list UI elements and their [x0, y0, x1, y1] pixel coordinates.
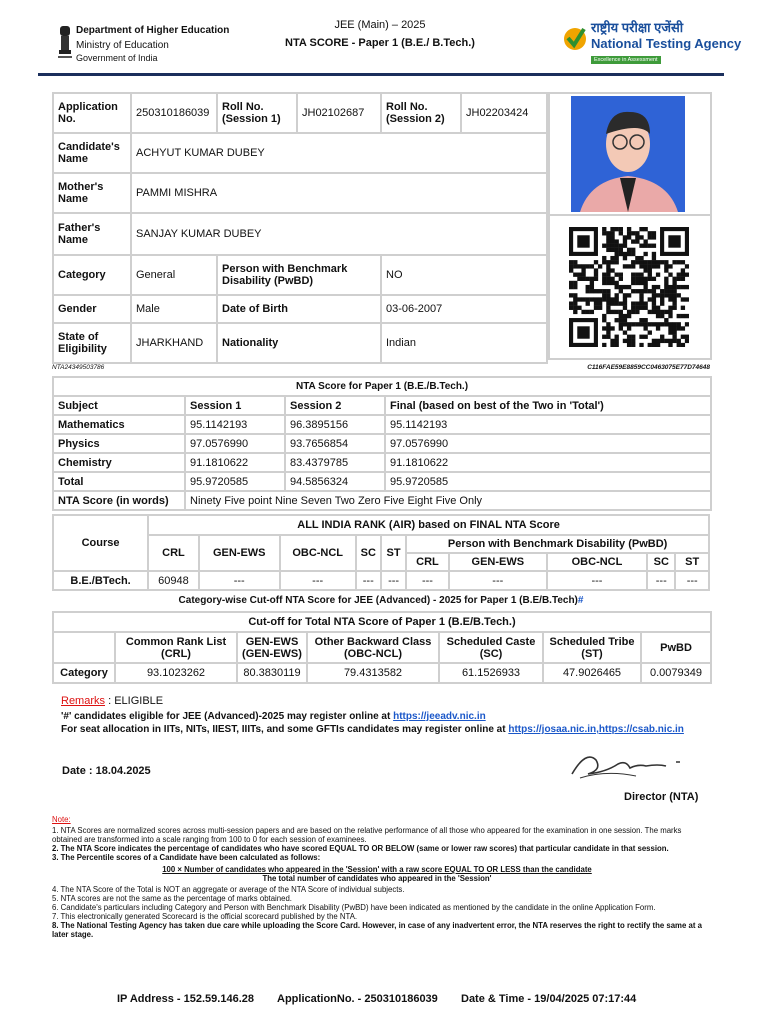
cutoff-header: Scheduled Caste (SC): [439, 632, 543, 663]
score-header: Subject: [53, 396, 185, 415]
cutoff-header: GEN-EWS (GEN-EWS): [237, 632, 307, 663]
header-divider: [38, 73, 724, 76]
pwbd-value: NO: [381, 255, 547, 295]
footer-ip: IP Address - 152.59.146.28: [117, 993, 254, 1005]
nta-tagline: Excellence in Assessment: [591, 56, 661, 64]
score-cell: 97.0576990: [385, 434, 711, 453]
issue-date: Date : 18.04.2025: [62, 765, 151, 777]
rank-col-header: ST: [381, 535, 406, 571]
candidate-photo: [550, 94, 710, 214]
candidate-name-label: Candidate's Name: [53, 133, 131, 173]
score-header: Session 1: [185, 396, 285, 415]
mother-name-value: PAMMI MISHRA: [131, 173, 547, 213]
table-row: [53, 571, 709, 590]
dept-line-2: Ministry of Education: [76, 40, 169, 51]
roll2-label: Roll No. (Session 2): [381, 93, 461, 133]
air-rank-table: [52, 514, 710, 591]
score-cell: 83.4379785: [285, 453, 385, 472]
page-title: JEE (Main) – 2025: [334, 19, 426, 31]
score-header: Session 2: [285, 396, 385, 415]
cutoff-header: Scheduled Tribe (ST): [543, 632, 641, 663]
rank-cell: ---: [356, 571, 381, 590]
candidate-details-table: [52, 92, 548, 364]
cutoff-cell: 79.4313582: [307, 663, 439, 683]
ref-right: C116FAE59E8859CC0463075E77D74648: [587, 364, 710, 371]
pwbd-col-header: ST: [675, 553, 709, 571]
course-name: B.E./BTech.: [53, 571, 148, 590]
score-cell: 91.1810622: [185, 453, 285, 472]
score-cell: 91.1810622: [385, 453, 711, 472]
cutoff-corner: [53, 632, 115, 663]
cutoff-row-label: Category: [53, 663, 115, 683]
director-signature: [566, 744, 696, 788]
table-row: [53, 663, 711, 683]
candidate-photo-frame: [548, 92, 712, 216]
pwbd-col-header: OBC-NCL: [547, 553, 647, 571]
nta-logo-icon: [563, 21, 587, 55]
gender-label: Gender: [53, 295, 131, 323]
cutoff-cell: 47.9026465: [543, 663, 641, 683]
qr-code-frame: [548, 214, 712, 360]
score-table-title: NTA Score for Paper 1 (B.E./B.Tech.): [53, 377, 711, 396]
note-item: 8. The National Testing Agency has taken due care while uploading the Score Card. However, in case of any inadvertent error, the NTA reserves the right to rectify the same at a later stage.: [52, 921, 702, 939]
nta-english-name: National Testing Agency: [591, 36, 742, 51]
notes-title: Note:: [52, 815, 71, 824]
pwbd-rank-cell: ---: [547, 571, 647, 590]
dob-label: Date of Birth: [217, 295, 381, 323]
note-item: 5. NTA scores are not the same as the percentage of marks obtained.: [52, 894, 292, 903]
subject-name: Chemistry: [53, 453, 185, 472]
rank-col-header: SC: [356, 535, 381, 571]
ref-left: NTA24349503786: [52, 364, 105, 371]
score-cell: 95.1142193: [385, 415, 711, 434]
pwbd-label: Person with Benchmark Disability (PwBD): [217, 255, 381, 295]
application-no-label: Application No.: [53, 93, 131, 133]
category-label: Category: [53, 255, 131, 295]
rank-cell: ---: [280, 571, 356, 590]
pwbd-rank-title: Person with Benchmark Disability (PwBD): [406, 535, 709, 553]
rank-cell: ---: [199, 571, 280, 590]
rank-col-header: CRL: [148, 535, 199, 571]
cutoff-cell: 93.1023262: [115, 663, 237, 683]
gender-value: Male: [131, 295, 217, 323]
score-cell: 95.1142193: [185, 415, 285, 434]
pwbd-rank-cell: ---: [675, 571, 709, 590]
pwbd-col-header: SC: [647, 553, 675, 571]
qr-code: [569, 227, 689, 347]
pwbd-col-header: CRL: [406, 553, 449, 571]
cutoff-title: Cut-off for Total NTA Score of Paper 1 (B.E/B.Tech.): [53, 612, 711, 632]
rank-cell: 60948: [148, 571, 199, 590]
notes-block: [52, 826, 702, 939]
remarks-value: : ELIGIBLE: [108, 695, 164, 707]
jeeadv-link[interactable]: https://jeeadv.nic.in: [393, 711, 486, 722]
cutoff-cell: 61.1526933: [439, 663, 543, 683]
nta-score-table: [52, 376, 712, 511]
nationality-value: Indian: [381, 323, 547, 363]
category-value: General: [131, 255, 217, 295]
course-label: Course: [53, 515, 148, 571]
dept-line-1: Department of Higher Education: [76, 25, 230, 36]
candidate-name-value: ACHYUT KUMAR DUBEY: [131, 133, 547, 173]
score-cell: 96.3895156: [285, 415, 385, 434]
note-item: 2. The NTA Score indicates the percentage of candidates who have scored EQUAL TO OR BELOW (same or lower raw scores) that particular candidate in that session.: [52, 844, 669, 853]
state-label: State of Eligibility: [53, 323, 131, 363]
subject-name: Physics: [53, 434, 185, 453]
cutoff-header: Other Backward Class (OBC-NCL): [307, 632, 439, 663]
cutoff-header: PwBD: [641, 632, 711, 663]
score-cell: 93.7656854: [285, 434, 385, 453]
score-words-value: Ninety Five point Nine Seven Two Zero Five Eight Five Only: [185, 491, 711, 510]
roll2-value: JH02203424: [461, 93, 547, 133]
table-row: [53, 415, 711, 434]
score-cell: 95.9720585: [385, 472, 711, 491]
rank-col-header: GEN-EWS: [199, 535, 280, 571]
footer-application: ApplicationNo. - 250310186039: [277, 993, 438, 1005]
subject-name: Mathematics: [53, 415, 185, 434]
josaa-csab-link[interactable]: https://josaa.nic.in,https://csab.nic.in: [508, 724, 684, 735]
score-words-label: NTA Score (in words): [53, 491, 185, 510]
table-row: [53, 453, 711, 472]
score-cell: 97.0576990: [185, 434, 285, 453]
formula-denominator: The total number of candidates who appeared in the 'Session': [262, 874, 492, 883]
dob-value: 03-06-2007: [381, 295, 547, 323]
note-item: 1. NTA Scores are normalized scores across multi-session papers and are based on the relative performance of all those who appeared for the examination in one session. The marks obtained are transformed into a scale ranging from 100 to 0 for each session of examinees.: [52, 826, 682, 844]
cutoff-heading: Category-wise Cut-off NTA Score for JEE (Advanced) - 2025 for Paper 1 (B.E/B.Tech)#: [178, 595, 584, 606]
father-name-label: Father's Name: [53, 213, 131, 255]
table-row: [53, 434, 711, 453]
rank-cell: ---: [381, 571, 406, 590]
pwbd-col-header: GEN-EWS: [449, 553, 547, 571]
note-item: 6. Candidate's particulars including Category and Person with Benchmark Disability (PwBD) have been indicated as mentioned by the candidate in the online Application Form.: [52, 903, 656, 912]
dept-line-3: Government of India: [76, 53, 158, 63]
score-cell: 94.5856324: [285, 472, 385, 491]
table-row: [53, 472, 711, 491]
page-subtitle: NTA SCORE - Paper 1 (B.E./ B.Tech.): [285, 37, 475, 49]
note-item: 3. The Percentile scores of a Candidate have been calculated as follows:: [52, 853, 321, 862]
pwbd-rank-cell: ---: [647, 571, 675, 590]
state-value: JHARKHAND: [131, 323, 217, 363]
subject-name: Total: [53, 472, 185, 491]
footer-datetime: Date & Time - 19/04/2025 07:17:44: [461, 993, 637, 1005]
father-name-value: SANJAY KUMAR DUBEY: [131, 213, 547, 255]
formula-numerator: 100 × Number of candidates who appeared in the 'Session' with a raw score EQUAL TO OR LESS than the candidate: [162, 865, 592, 874]
remarks-line-2: For seat allocation in IITs, NITs, IIEST, IIITs, and some GFTIs candidates may register online at https://josaa.nic.in,https://csab.nic.in: [61, 724, 684, 735]
nationality-label: Nationality: [217, 323, 381, 363]
director-title: Director (NTA): [624, 791, 699, 803]
mother-name-label: Mother's Name: [53, 173, 131, 213]
cutoff-cell: 80.3830119: [237, 663, 307, 683]
nta-hindi-name: राष्ट्रीय परीक्षा एजेंसी: [591, 20, 684, 35]
pwbd-rank-cell: ---: [406, 571, 449, 590]
score-cell: 95.9720585: [185, 472, 285, 491]
remarks-line-1: '#' candidates eligible for JEE (Advanced)-2025 may register online at https://jeeadv.nic.in: [61, 711, 486, 722]
cutoff-cell: 0.0079349: [641, 663, 711, 683]
note-item: 4. The NTA Score of the Total is NOT an aggregate or average of the NTA Score of individual subjects.: [52, 885, 405, 894]
remarks-label: Remarks: [61, 695, 106, 707]
cutoff-header: Common Rank List (CRL): [115, 632, 237, 663]
note-item: 7. This electronically generated Scorecard is the official scorecard published by the NTA.: [52, 912, 358, 921]
air-title: ALL INDIA RANK (AIR) based on FINAL NTA Score: [148, 515, 709, 535]
national-emblem-icon: [57, 24, 73, 64]
pwbd-rank-cell: ---: [449, 571, 547, 590]
application-no-value: 250310186039: [131, 93, 217, 133]
remarks: [61, 695, 163, 707]
score-header: Final (based on best of the Two in 'Total'): [385, 396, 711, 415]
roll1-label: Roll No. (Session 1): [217, 93, 297, 133]
cutoff-table: [52, 611, 712, 684]
roll1-value: JH02102687: [297, 93, 381, 133]
rank-col-header: OBC-NCL: [280, 535, 356, 571]
